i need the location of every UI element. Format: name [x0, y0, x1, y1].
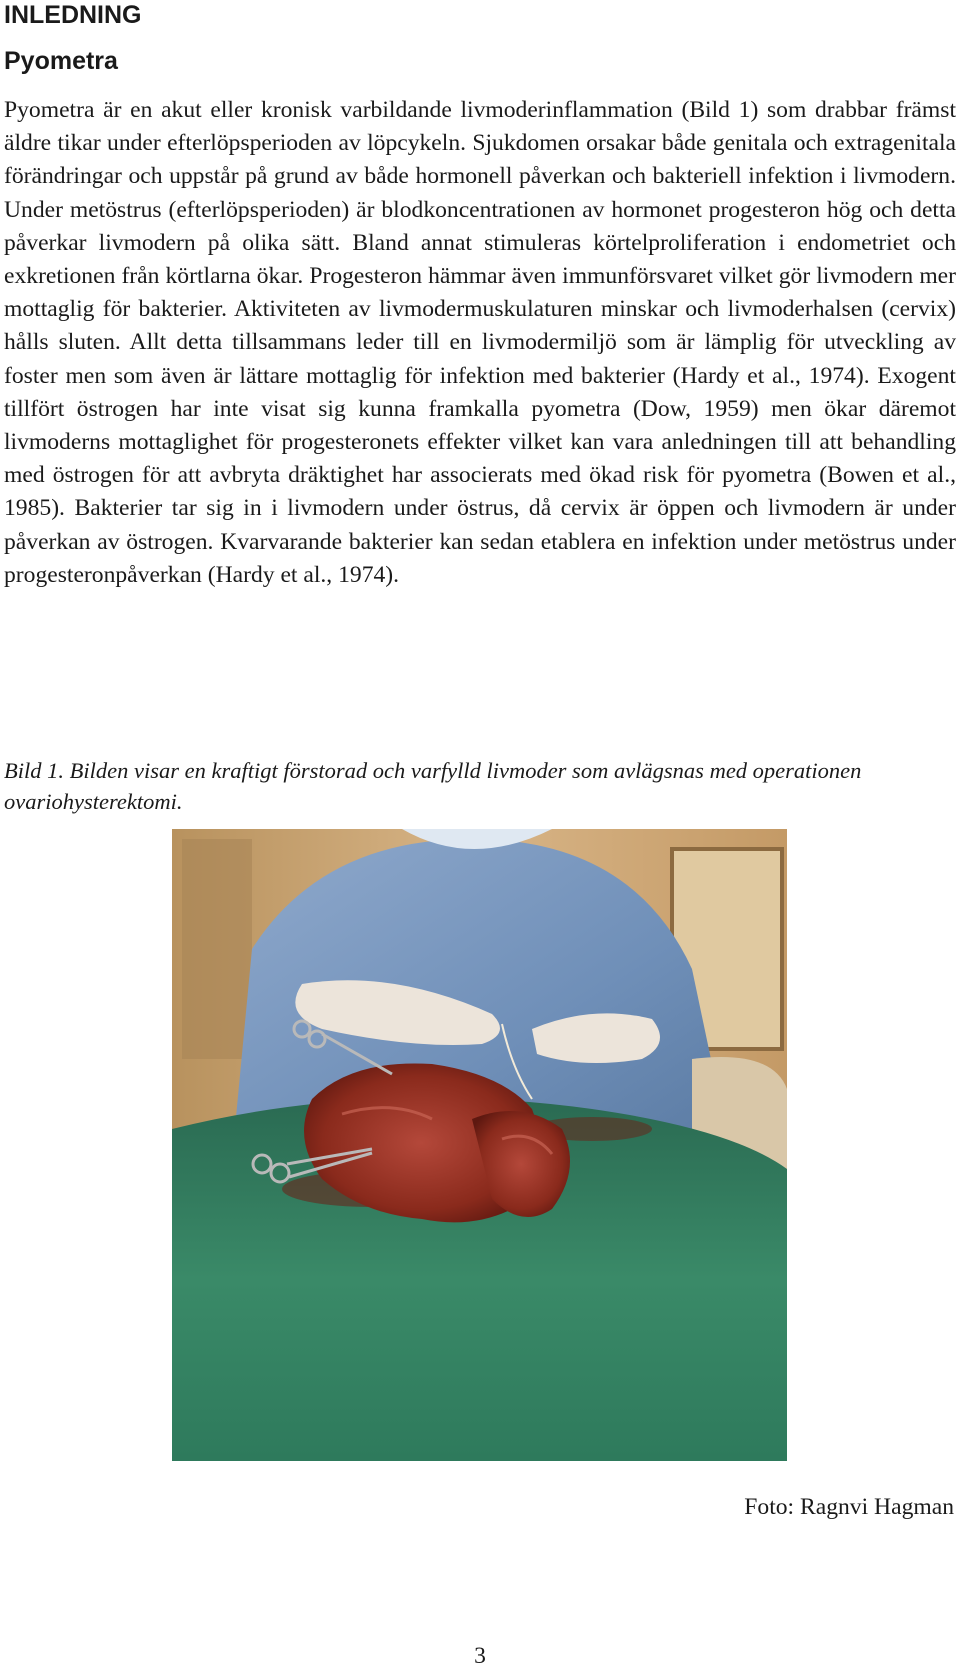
figure-caption: Bild 1. Bilden visar en kraftigt förstorad och varfylld livmoder som avlägsnas med operationen ovariohysterektomi. [4, 758, 862, 814]
page-number: 3 [474, 1643, 486, 1669]
surgery-photo-illustration [172, 829, 787, 1461]
cabinet [182, 839, 252, 1059]
body-paragraph: Pyometra är en akut eller kronisk varbildande livmoderinflammation (Bild 1) som drabbar främst äldre tikar under efterlöpsperioden av löpcykeln. Sjukdomen orsakar både genitala och extragenitala förändringar och uppstår på grund av både hormonell påverkan och bakteriell infektion i livmodern. Under metöstrus (efterlöpsperioden) är blodkoncentrationen av hormonet progesteron hög och detta påverkar livmodern på olika sätt. Bland annat stimuleras körtelproliferation i endometriet och exkretionen från körtlarna ökar. Progesteron hämmar även immunförsvaret vilket gör livmodern mer mottaglig för bakterier. Aktiviteten av livmodermuskulaturen minskar och livmoderhalsen (cervix) hålls sluten. Allt detta tillsammans leder till en livmodermiljö som är lämplig för utveckling av foster men som även är lättare mottaglig för infektion med bakterier (Hardy et al., 1974). Exogent tillfört östrogen har inte visat sig kunna framkalla pyometra (Dow, 1959) men ökar däremot livmoderns mottaglighet för progesteronets effekter vilket kan vara anledningen till att behandling med östrogen för att avbryta dräktighet har associerats med ökad risk för pyometra (Bowen et al., 1985). Bakterier tar sig in i livmodern under östrus, då cervix är öppen och livmodern är under påverkan av östrogen. Kvarvarande bakterier kan sedan etablera en infektion under metöstrus under progesteronpåverkan (Hardy et al., 1974). [4, 97, 956, 588]
section-heading: INLEDNING [4, 1, 142, 29]
photo-credit: Foto: Ragnvi Hagman [744, 1494, 954, 1520]
surgery-photo [172, 829, 787, 1461]
subheading: Pyometra [4, 47, 118, 75]
